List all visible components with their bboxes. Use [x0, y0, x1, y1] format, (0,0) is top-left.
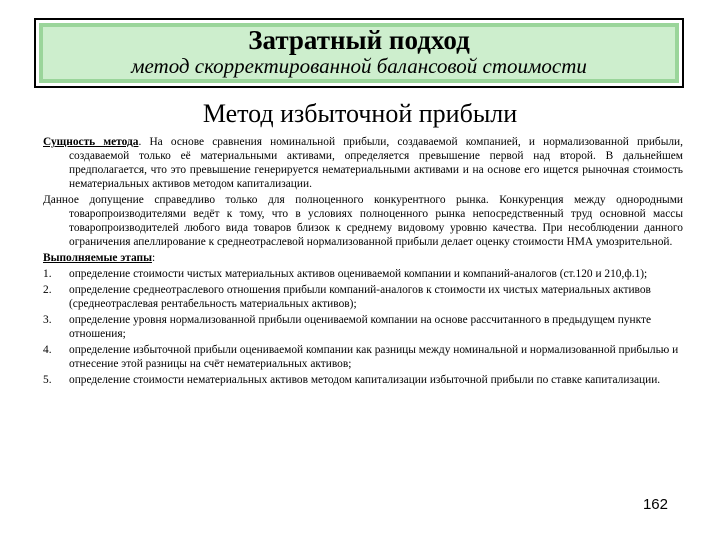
step-item: [43, 313, 683, 341]
step-number: 1.: [43, 268, 52, 280]
essence-paragraph: [43, 135, 683, 191]
assumption-paragraph: Данное допущение справедливо только для полноценного конкурентного рынка. Конкуренция между однородными товаропроизводителями ведёт к тому, что в условиях полноценного рынка непосредственный труд основной массы товаропроизводителей любого вида товаров близок к среднему видовому уровню качества. При несоблюдении данного ограничения апеллирование к среднеотраслевой нормализованной прибыли делает оценку стоимости НМА умозрительной.: [43, 194, 683, 248]
step-text: определение избыточной прибыли оцениваемой компании как разницы между номинальной и нормализованной прибылью и отнесение этой разницы на счёт нематериальных активов;: [69, 344, 679, 370]
step-text: определение уровня нормализованной прибыли оцениваемой компании на основе рассчитанного в предыдущем пункте отношения;: [69, 314, 651, 340]
step-item: [43, 373, 683, 387]
step-item: [43, 267, 683, 281]
slide-subtitle: метод скорректированной балансовой стоимости: [131, 54, 587, 78]
page-number: 162: [642, 496, 668, 513]
step-number: 3.: [43, 314, 52, 326]
step-item: [43, 283, 683, 311]
steps-list: [43, 267, 683, 387]
step-number: 2.: [43, 284, 52, 296]
step-number: 4.: [43, 344, 52, 356]
step-text: определение стоимости чистых материальных активов оцениваемой компании и компаний-аналогов (ст.120 и 210,ф.1);: [69, 268, 648, 280]
essence-label: Сущность метода: [43, 136, 139, 148]
step-item: [43, 343, 683, 371]
body-text: [43, 135, 683, 389]
essence-text: . На основе сравнения номинальной прибыли, создаваемой компанией, и нормализованной прибыли, создаваемой только её материальными активами, определяется превышение первой над второй. В дальнейшем предполагается, что это превышение генерируется нематериальными активами и на основе его ищется рыночная стоимость нематериальных активов методом капитализации.: [69, 136, 683, 190]
step-text: определение стоимости нематериальных активов методом капитализации избыточной прибыли по ставке капитализации.: [69, 374, 661, 386]
step-number: 5.: [43, 374, 52, 386]
steps-heading: Выполняемые этапы: [43, 252, 152, 264]
header-inner: [39, 23, 679, 83]
section-title: Метод избыточной прибыли: [202, 99, 518, 128]
steps-heading-line: [43, 251, 683, 265]
slide-title: Затратный подход: [248, 25, 470, 55]
step-text: определение среднеотраслевого отношения прибыли компаний-аналогов к стоимости их чистых материальных активов (среднеотраслевая рентабельность материальных активов);: [69, 284, 651, 310]
header-box: [34, 18, 684, 88]
steps-heading-colon: :: [151, 252, 156, 264]
